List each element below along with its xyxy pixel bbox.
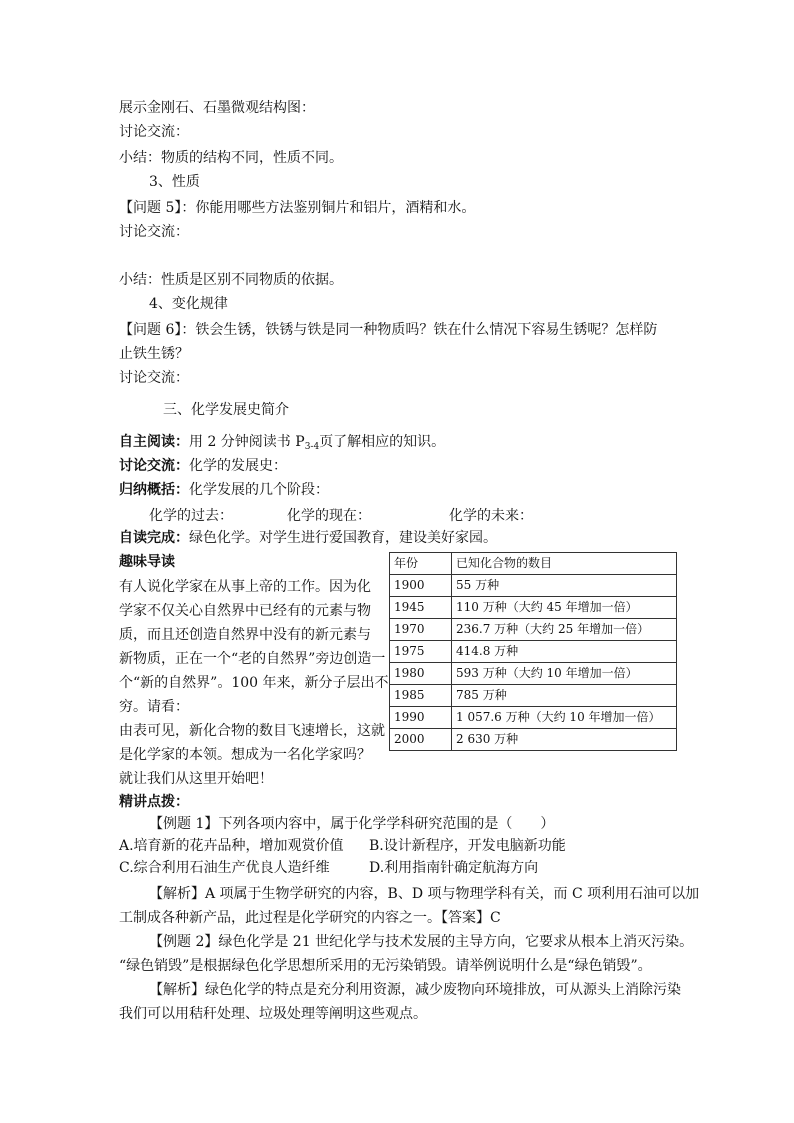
narrative-line: 新物质，正在一个“老的自然界”旁边创造一 [119, 651, 386, 667]
example2-question: 【例题 2】绿色化学是 21 世纪化学与技术发展的主导方向，它要求从根本上消灭污染。 [149, 934, 694, 950]
year-cell: 1970 [390, 619, 452, 641]
count-cell: 414.8 万种 [452, 641, 677, 663]
year-cell: 1945 [390, 597, 452, 619]
text-line: 小结：物质的结构不同，性质不同。 [119, 150, 343, 166]
table-row [390, 641, 677, 663]
section-heading: 三、化学发展史简介 [163, 402, 289, 418]
stage-past: 化学的过去： [149, 508, 233, 524]
table-row [390, 707, 677, 729]
page-subscript: 3-4 [304, 442, 320, 452]
jingjiang-heading: 精讲点拨： [119, 794, 189, 810]
count-cell: 2 630 万种 [452, 729, 677, 751]
year-cell: 2000 [390, 729, 452, 751]
narrative-line: 穷。请看： [119, 699, 189, 715]
reading-label: 自主阅读： [119, 434, 189, 450]
fun-reading-paragraph [119, 575, 389, 791]
count-cell: 55 万种 [452, 575, 677, 597]
count-cell: 1 057.6 万种（大约 10 年增加一倍） [452, 707, 677, 729]
summary-line [119, 478, 329, 502]
fun-reading-title: 趣味导读 [119, 554, 175, 570]
year-cell: 1980 [390, 663, 452, 685]
narrative-line: 质，而且还创造自然界中没有的新元素与 [119, 627, 371, 643]
question-line: 止铁生锈？ [119, 346, 189, 362]
discussion-label: 讨论交流： [119, 458, 189, 474]
year-cell: 1975 [390, 641, 452, 663]
summary-text: 化学发展的几个阶段： [189, 482, 329, 498]
reading-text: 用 2 分钟阅读书 P [189, 434, 305, 450]
count-cell: 593 万种（大约 10 年增加一倍） [452, 663, 677, 685]
question-line: 【问题 5】：你能用哪些方法鉴别铜片和铝片，酒精和水。 [119, 200, 476, 216]
selfread-label: 自读完成： [119, 530, 189, 546]
question-line: 【问题 6】：铁会生锈，铁锈与铁是同一种物质吗？铁在什么情况下容易生锈呢？怎样防 [119, 322, 658, 338]
table-row [390, 685, 677, 707]
text-line: 讨论交流： [119, 124, 189, 140]
narrative-line: 有人说化学家在从事上帝的工作。因为化 [119, 579, 371, 595]
selfread-text: 绿色化学。对学生进行爱国教育，建设美好家园。 [189, 530, 497, 546]
narrative-line: 由表可见，新化合物的数目飞速增长，这就 [119, 723, 385, 739]
narrative-line: 就让我们从这里开始吧！ [119, 771, 273, 787]
count-cell: 236.7 万种（大约 25 年增加一倍） [452, 619, 677, 641]
example1-analysis: 【解析】A 项属于生物学研究的内容，B、D 项与物理学科有关，而 C 项利用石油可以加 [149, 886, 700, 902]
table-row [390, 597, 677, 619]
summary-label: 归纳概括： [119, 482, 189, 498]
discussion-text: 化学的发展史： [189, 458, 287, 474]
stage-future: 化学的未来： [449, 508, 533, 524]
table-row [390, 619, 677, 641]
count-cell: 785 万种 [452, 685, 677, 707]
year-cell: 1985 [390, 685, 452, 707]
year-cell: 1990 [390, 707, 452, 729]
table-row [390, 663, 677, 685]
option-d: D.利用指南针确定航海方向 [369, 860, 539, 876]
example2-analysis: 【解析】绿色化学的特点是充分利用资源，减少废物向环境排放，可从源头上消除污染 [149, 982, 681, 998]
example2-question-cont: “绿色销毁”是根据绿色化学思想所采用的无污染销毁。请举例说明什么是“绿色销毁”。 [119, 958, 652, 974]
text-line: 讨论交流： [119, 370, 189, 386]
year-cell: 1900 [390, 575, 452, 597]
table-header-cell: 已知化合物的数目 [452, 553, 677, 575]
stage-present: 化学的现在： [287, 508, 371, 524]
narrative-line: 是化学家的本领。想成为一名化学家吗？ [119, 747, 371, 763]
example1-analysis-cont: 工制成各种新产品，此过程是化学研究的内容之一。【答案】C [119, 910, 501, 926]
option-a: A.培育新的花卉品种，增加观赏价值 [119, 838, 344, 854]
option-b: B.设计新程序，开发电脑新功能 [369, 838, 566, 854]
narrative-line: 学家不仅关心自然界中已经有的元素与物 [119, 603, 371, 619]
compound-count-table [389, 552, 677, 751]
sub-heading: 3、性质 [149, 174, 200, 190]
table-header-row [390, 553, 677, 575]
text-line: 讨论交流： [119, 224, 189, 240]
text-line: 展示金刚石、石墨微观结构图： [119, 100, 315, 116]
table-row [390, 729, 677, 751]
selfread-line [119, 526, 497, 550]
count-cell: 110 万种（大约 45 年增加一倍） [452, 597, 677, 619]
sub-heading: 4、变化规律 [149, 296, 228, 312]
text-line: 小结：性质是区别不同物质的依据。 [119, 272, 343, 288]
option-c: C.综合利用石油生产优良人造纤维 [119, 860, 330, 876]
discussion-line [119, 454, 287, 478]
table-header-cell: 年份 [390, 553, 452, 575]
example2-analysis-cont: 我们可以用秸秆处理、垃圾处理等阐明这些观点。 [119, 1006, 427, 1022]
table-row [390, 575, 677, 597]
narrative-line: 个“新的自然界”。100 年来，新分子层出不 [119, 675, 389, 691]
reading-text-end: 页了解相应的知识。 [319, 434, 446, 450]
example1-question: 【例题 1】下列各项内容中，属于化学学科研究范围的是（ ） [149, 816, 555, 832]
